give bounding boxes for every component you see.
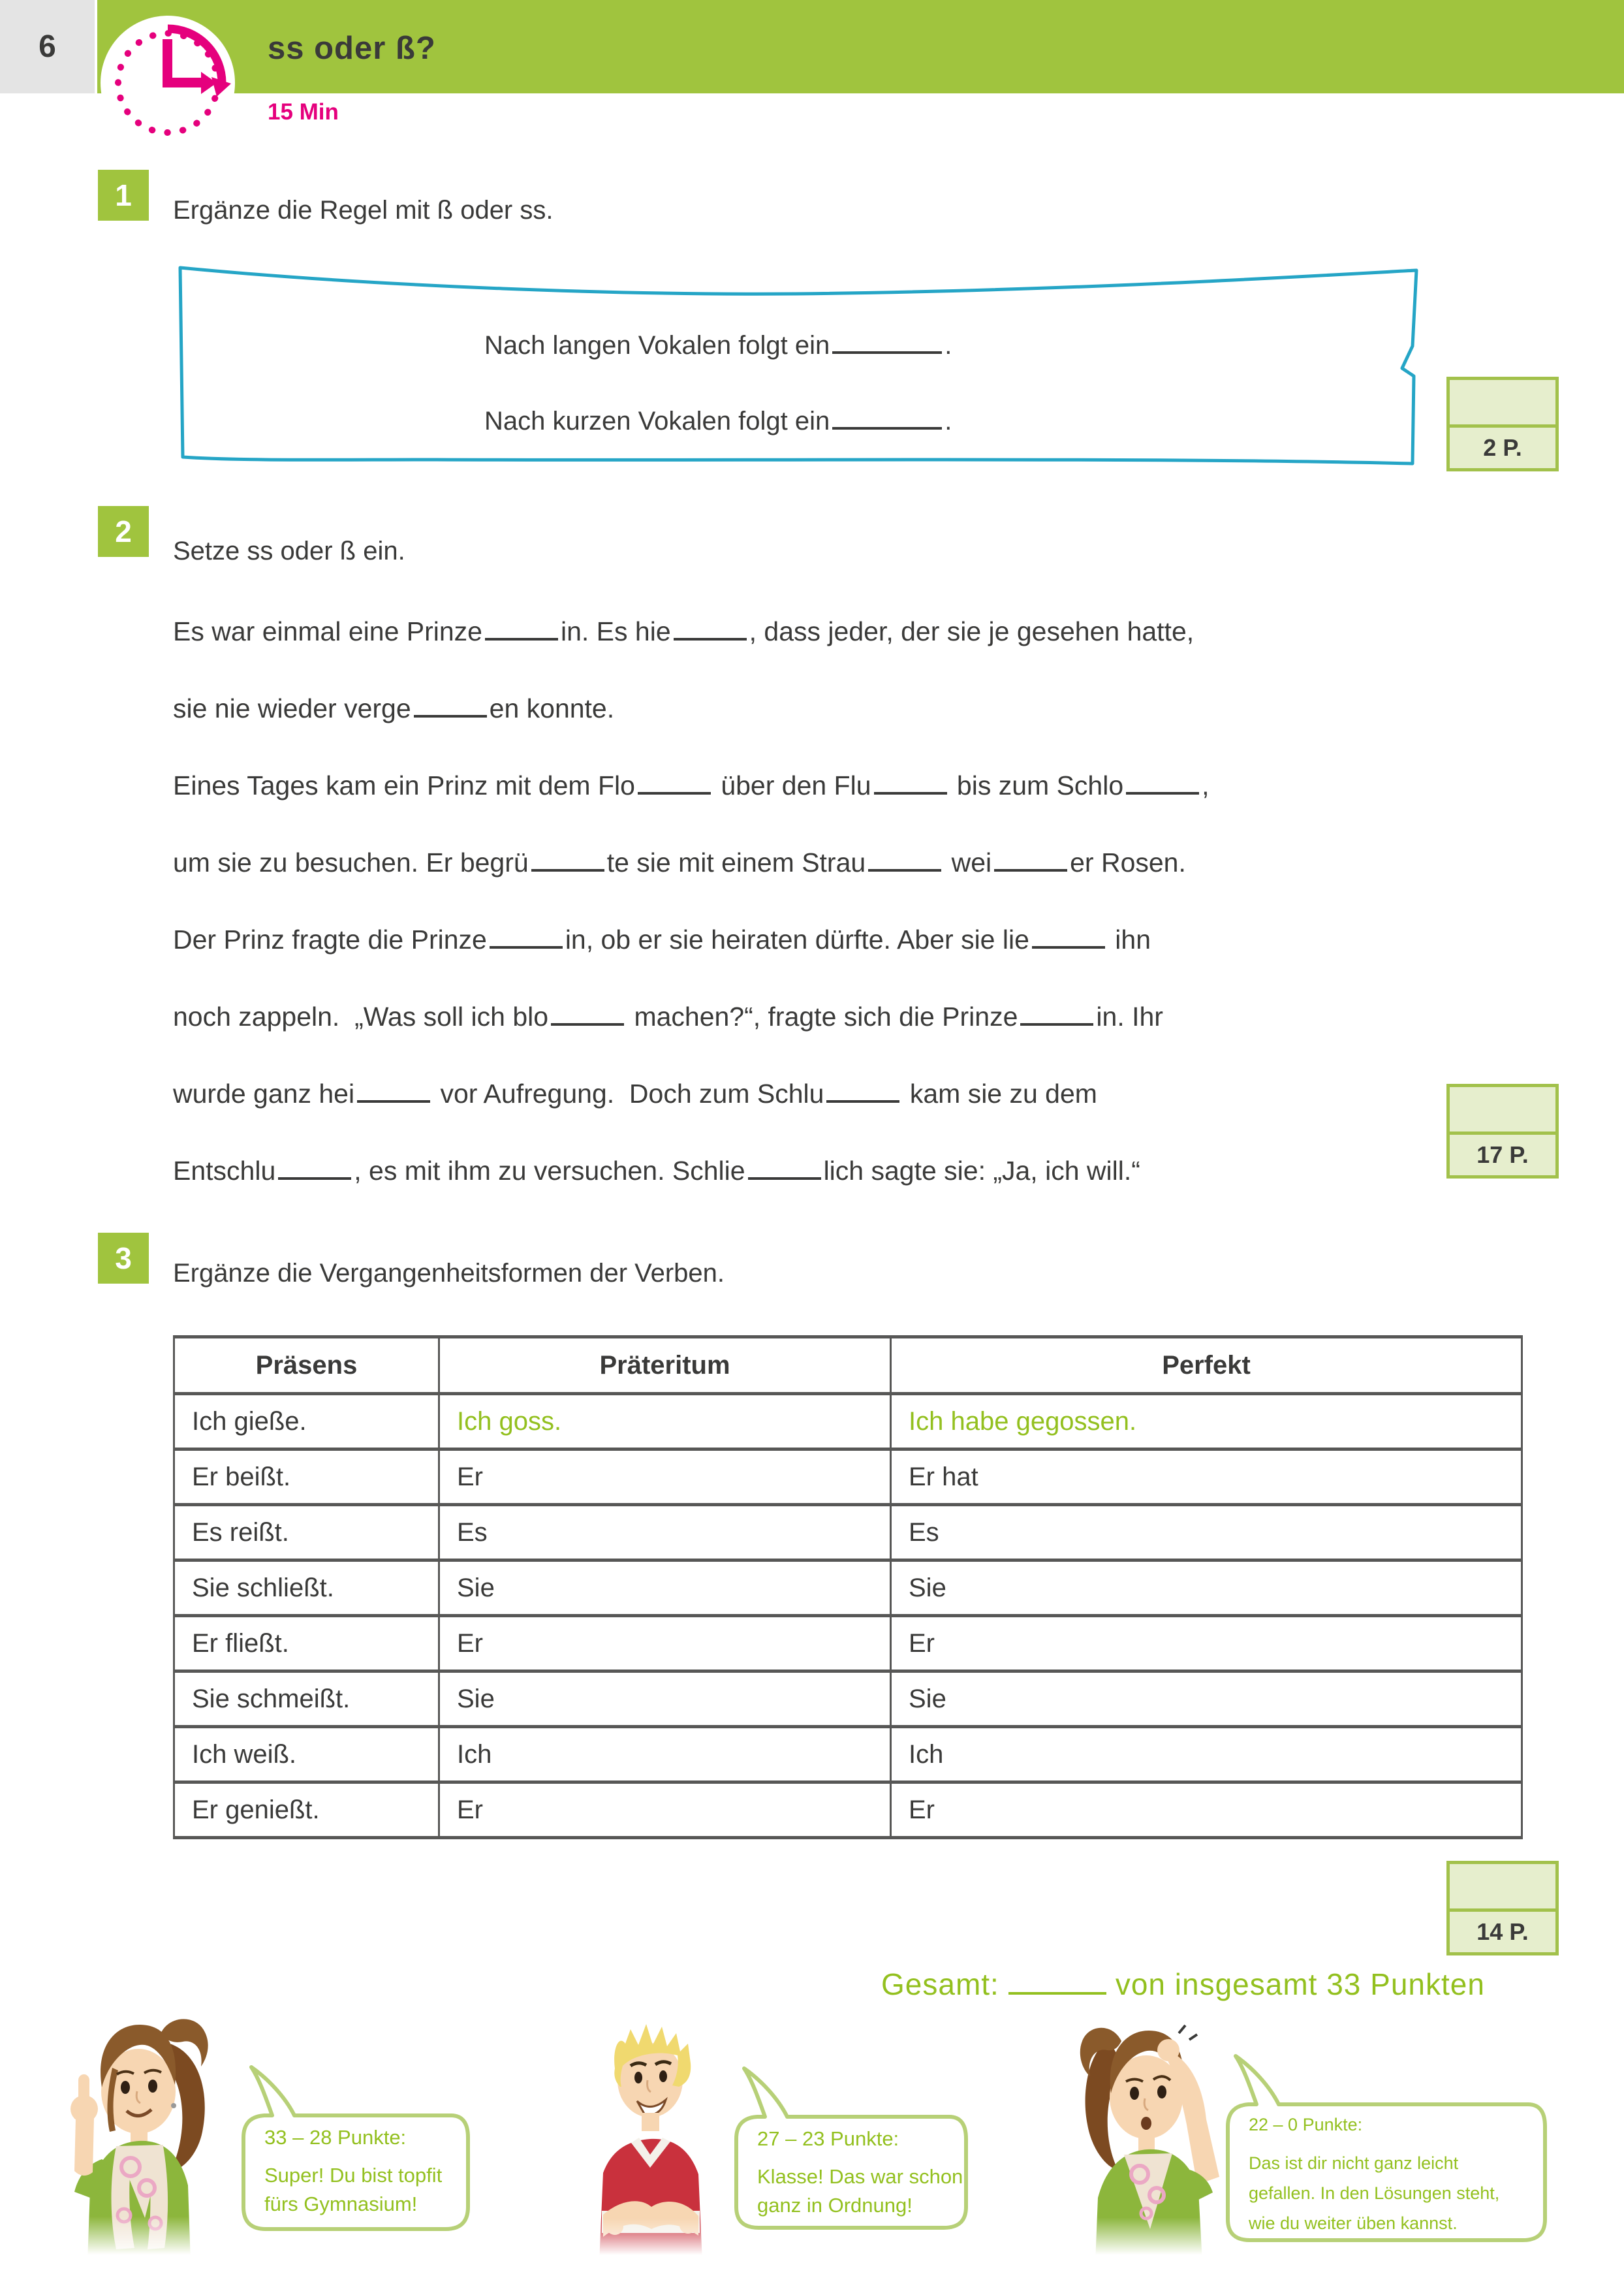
verb-present-cell: Ich gieße. <box>174 1394 439 1449</box>
fill-blank[interactable] <box>868 847 941 872</box>
total-suffix: von insgesamt 33 Punkten <box>1115 1967 1485 2001</box>
fill-blank[interactable] <box>994 847 1067 872</box>
fill-blank[interactable] <box>357 1078 430 1103</box>
table-header-row <box>174 1337 1522 1394</box>
table-row <box>174 1616 1522 1671</box>
fill-blank[interactable] <box>1126 770 1199 795</box>
verb-present-cell: Er genießt. <box>174 1782 439 1838</box>
story-line <box>173 593 1498 670</box>
story-text: machen?“, fragte sich die Prinze <box>627 1002 1018 1032</box>
table-row <box>174 1560 1522 1616</box>
story-text: , es mit ihm zu versuchen. Schlie <box>354 1156 745 1186</box>
story-text: Entschlu <box>173 1156 276 1186</box>
verb-answer-cell[interactable]: Sie <box>891 1560 1522 1616</box>
total-label: Gesamt: <box>881 1967 999 2001</box>
character-girl-scratching-head <box>1069 2012 1236 2262</box>
verb-present-cell: Sie schmeißt. <box>174 1671 439 1727</box>
column-header: Perfekt <box>891 1337 1522 1394</box>
verb-answer-cell[interactable]: Er <box>439 1782 891 1838</box>
fill-blank[interactable] <box>531 847 604 872</box>
verb-answer-cell[interactable]: Er <box>439 1616 891 1671</box>
verb-answer-cell: Ich goss. <box>439 1394 891 1449</box>
fill-blank[interactable] <box>826 1078 899 1103</box>
exercise-2-number: 2 <box>98 506 149 557</box>
verb-answer-cell[interactable]: Es <box>891 1505 1522 1560</box>
story-text <box>173 593 1498 1209</box>
verb-answer-cell[interactable]: Sie <box>439 1671 891 1727</box>
table-row <box>174 1394 1522 1449</box>
exercise-2-instruction: Setze ss oder ß ein. <box>173 537 405 565</box>
story-text: te sie mit einem Strau <box>606 847 866 878</box>
score-box[interactable] <box>1446 1861 1559 1912</box>
verb-present-cell: Ich weiß. <box>174 1727 439 1782</box>
story-text: bis zum Schlo <box>949 770 1124 800</box>
fill-blank[interactable] <box>490 924 563 949</box>
verb-table <box>173 1335 1523 1839</box>
points-badge-exercise-2 <box>1446 1084 1559 1179</box>
story-text: in. Ihr <box>1096 1002 1163 1032</box>
verb-present-cell: Er fließt. <box>174 1616 439 1671</box>
story-text: in, ob er sie heiraten dürfte. Aber sie lie <box>565 925 1029 955</box>
story-text: en konnte. <box>489 693 615 723</box>
story-text: Der Prinz fragte die Prinze <box>173 925 487 955</box>
feedback-bubble-high <box>238 2063 473 2234</box>
verb-table-body <box>174 1394 1522 1838</box>
rule-line <box>484 405 952 436</box>
exercise-1-instruction: Ergänze die Regel mit ß oder ss. <box>173 196 554 225</box>
verb-answer-cell[interactable]: Er <box>891 1782 1522 1838</box>
points-range: 33 – 28 Punkte: <box>264 2126 407 2149</box>
fill-blank[interactable] <box>551 1001 624 1026</box>
table-row <box>174 1449 1522 1505</box>
verb-table-head <box>174 1337 1522 1394</box>
table-row <box>174 1505 1522 1560</box>
feedback-text: 33 – 28 Punkte: Super! Du bist topfit fürs Gymnasium! <box>264 2126 443 2215</box>
fill-blank[interactable] <box>485 616 558 641</box>
feedback-bubble-low <box>1223 2052 1550 2245</box>
rule-text-pre: Nach langen Vokalen folgt ein <box>484 331 830 360</box>
story-line <box>173 901 1498 978</box>
verb-present-cell: Es reißt. <box>174 1505 439 1560</box>
score-box[interactable] <box>1446 1084 1559 1135</box>
score-box[interactable] <box>1446 377 1559 428</box>
story-text: wei <box>944 847 992 878</box>
points-label: 17 P. <box>1446 1132 1559 1179</box>
rule-text-post: . <box>945 407 952 435</box>
story-text: über den Flu <box>713 770 871 800</box>
fill-blank[interactable] <box>1032 924 1105 949</box>
story-text: vor Aufregung. Doch zum Schlu <box>433 1079 824 1109</box>
story-text: kam sie zu dem <box>902 1079 1097 1109</box>
rule-text-pre: Nach kurzen Vokalen folgt ein <box>484 407 830 435</box>
verb-present-cell: Sie schließt. <box>174 1560 439 1616</box>
exercise-3-instruction: Ergänze die Vergangenheitsformen der Verben. <box>173 1259 725 1288</box>
fill-blank[interactable] <box>832 405 942 430</box>
verb-answer-cell[interactable]: Er <box>439 1449 891 1505</box>
story-text: in. Es hie <box>560 616 671 646</box>
fill-blank[interactable] <box>414 693 487 718</box>
story-text: lich sagte sie: „Ja, ich will.“ <box>823 1156 1140 1186</box>
character-boy-arms-crossed <box>574 2018 728 2262</box>
points-badge-exercise-1 <box>1446 377 1559 471</box>
exercise-3-number: 3 <box>98 1233 149 1284</box>
verb-answer-cell[interactable]: Ich <box>891 1727 1522 1782</box>
fill-blank[interactable] <box>874 770 947 795</box>
total-score-blank[interactable] <box>1008 1972 1106 1995</box>
story-text: um sie zu besuchen. Er begrü <box>173 847 529 878</box>
points-range: 22 – 0 Punkte: <box>1249 2115 1363 2134</box>
rule-line <box>484 329 952 360</box>
table-row <box>174 1727 1522 1782</box>
table-row <box>174 1671 1522 1727</box>
points-range: 27 – 23 Punkte: <box>757 2127 899 2150</box>
fill-blank[interactable] <box>1020 1001 1093 1026</box>
character-girl-thumbs-up <box>39 2008 242 2262</box>
verb-answer-cell[interactable]: Sie <box>439 1560 891 1616</box>
points-label: 2 P. <box>1446 424 1559 471</box>
story-line <box>173 747 1498 824</box>
feedback-bubble-mid <box>731 2065 971 2233</box>
story-text: , dass jeder, der sie je gesehen hatte, <box>749 616 1195 646</box>
column-header: Präsens <box>174 1337 439 1394</box>
story-text: sie nie wieder verge <box>173 693 411 723</box>
fill-blank[interactable] <box>832 329 942 354</box>
verb-present-cell: Er beißt. <box>174 1449 439 1505</box>
story-line <box>173 670 1498 747</box>
story-line <box>173 824 1498 901</box>
story-line <box>173 1055 1498 1132</box>
table-row <box>174 1782 1522 1838</box>
points-label: 14 P. <box>1446 1908 1559 1955</box>
column-header: Präteritum <box>439 1337 891 1394</box>
fill-blank[interactable] <box>748 1155 821 1180</box>
story-text: Es war einmal eine Prinze <box>173 616 482 646</box>
verb-answer-cell[interactable]: Er <box>891 1616 1522 1671</box>
story-line <box>173 1132 1498 1209</box>
rule-lines <box>178 266 1421 467</box>
points-badge-exercise-3 <box>1446 1861 1559 1955</box>
verb-answer-cell: Ich habe gegossen. <box>891 1394 1522 1449</box>
fill-blank[interactable] <box>638 770 711 795</box>
page-title: ss oder ß? <box>268 31 436 66</box>
duration-label: 15 Min <box>268 99 339 125</box>
story-text: Eines Tages kam ein Prinz mit dem Flo <box>173 770 635 800</box>
story-text: er Rosen. <box>1070 847 1186 878</box>
verb-answer-cell[interactable]: Ich <box>439 1727 891 1782</box>
feedback-text: 27 – 23 Punkte: Klasse! Das war schon ganz in Ordnung! <box>757 2127 963 2217</box>
verb-answer-cell[interactable]: Sie <box>891 1671 1522 1727</box>
fill-blank[interactable] <box>278 1155 351 1180</box>
fill-blank[interactable] <box>674 616 747 641</box>
verb-answer-cell[interactable]: Er hat <box>891 1449 1522 1505</box>
feedback-text: 22 – 0 Punkte: Das ist dir nicht ganz leicht gefallen. In den Lösungen steht, wie du weiter üben kannst. <box>1249 2115 1500 2233</box>
story-text: ihn <box>1107 925 1151 955</box>
story-line <box>173 978 1498 1055</box>
total-score-line <box>881 1967 1485 2002</box>
verb-answer-cell[interactable]: Es <box>439 1505 891 1560</box>
story-text: wurde ganz hei <box>173 1079 355 1109</box>
rule-text-post: . <box>945 331 952 360</box>
exercise-1-number: 1 <box>98 170 149 221</box>
story-text: , <box>1202 770 1210 800</box>
story-text: noch zappeln. „Was soll ich blo <box>173 1002 549 1032</box>
page-number: 6 <box>0 0 95 93</box>
clock-icon <box>97 12 239 154</box>
